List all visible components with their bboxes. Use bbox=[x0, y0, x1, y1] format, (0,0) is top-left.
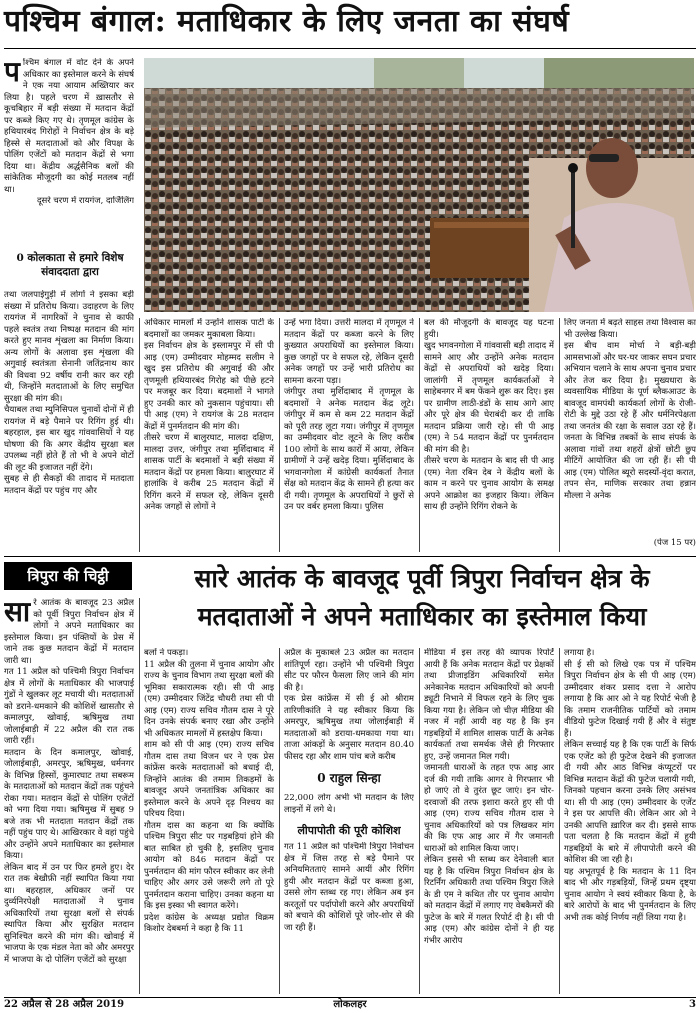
tripura-letter-label: त्रिपुरा की चिट्ठी bbox=[4, 562, 132, 590]
story2-subhead: लीपापोती की पूरी कोशिश bbox=[297, 824, 401, 837]
column-divider bbox=[139, 598, 140, 994]
story1-col2-block bbox=[144, 318, 274, 552]
story1-continued: (पेज 15 पर) bbox=[653, 538, 696, 548]
story2-col4-block bbox=[424, 648, 554, 994]
story1-col3-text: उन्हें भगा दिया। उत्तरी मालदा में तृणमूल ने मतदान केंद्रों पर कब्जा करने के लिए कुख्यात अपराधियों का इस्तेमाल किया। कुछ जगहों पर वे सफल रहे, लेकिन दूसरी अनेक जगहों पर उन्हें भारी प्रतिरोध का सामना करना पड़ा। जंगीपुर तथा मुर्शिदाबाद में तृणमूल के बदमाशों ने अनेक मतदान केंद्र लूटे। जंगीपुर में कम से कम 22 मतदान केंद्रों को पूरी तरह लूटा गया। जंगीपुर में तृणमूल का उम्मीदवार वोट लूटने के लिए करीब 100 लोगों के साथ कारों में आया, लेकिन ग्रामीणों ने उन्हें खदेड़ दिया। मुर्शिदाबाद के भगवानगोला में कांग्रेसी कार्यकर्ता तैनात सेंक्ष को मतदान केंद्र के सामने ही हत्या कर दी गयी। तृणमूल के अपराधियों ने छुरों से उन पर वर्बर हमला किया। पुलिस bbox=[284, 318, 414, 512]
story2-col3-text-a: अप्रैल के मुकाबले 23 अप्रैल का मतदान शांतिपूर्ण रहा। उन्होंने भी पश्चिमी त्रिपुरा सीट पर फौरन फैसला लिए जाने की मांग की है। एक प्रेस कांफ्रेंस में सी ई ओ श्रीराम तारिणीकांति ने यह स्वीकार किया कि अमरपुर, ऋषिमुख तथा जोलाईबाड़ी में मतदाताओं को डराया-धमकाया गया था। ताजा आंकड़ों के अनुसार मतदान 80.40 फीसद रहा और शाम पांच बजे करीब bbox=[284, 648, 414, 762]
column-divider bbox=[139, 318, 140, 552]
story1-col5-block bbox=[564, 318, 696, 552]
story2-col5-text: लगाया है। सी ई सी को लिखे एक पत्र में पश्चिम त्रिपुरा निर्वाचन क्षेत्र के सी पी आइ (एम) उम्मीदवार शंकर प्रसाद दत्ता ने आरोप लगाया है कि आर ओ ने यह रिपोर्ट भेजी है कि तमाम राजनीतिक पार्टियों को तमाम वीडियो फुटेज दिखाई गयी हैं और वे संतुष्ट हैं। लेकिन सच्चाई यह है कि एक पार्टी के सिर्फ एक एजेंट को ही फुटेज देखने की इजाजत दी गयी और आठ विभिन्न कंप्यूटरों पर विभिन्न मतदान केंद्रों की फुटेज चलायी गयी, जिनको पहचान करना उनके लिए असंभव था। सी पी आइ (एम) उम्मीदवार के एजेंट ने इस पर आपत्ति की। लेकिन आर ओ ने उनकी आपत्ति ख़ारिज कर दी। इससे साफ पता चलता है कि मतदान केंद्रों में हुयी गड़बड़ियों के बारे में लीपापोती करने की कोशिश की जा रही है। यह अभूतपूर्व है कि मतदान के 11 दिन बाद भी और गड़बड़ियों, जिन्हें प्रथम दृष्ट्या चुनाव आयोग ने स्वयं स्वीकार किया है, के बारे आरोपों के बाद भी पुनर्मतदान के लिए अभी तक कोई निर्णय नहीं लिया गया है। bbox=[564, 648, 696, 923]
story1-col2-text: अधिकार मामलों में उन्होंने शासक पार्टी के बदमाशों का जमकर मुकाबला किया। इस निर्वाचन क्षेत्र के इस्लामपुर में सी पी आइ (एम) उम्मीदवार मोहम्मद सलीम ने खुद इस प्रतिरोध की अगुवाई की और तृणमूली हथियारबंद गिरोह को पीछे हटने पर मजबूर कर दिया। बदमाशों ने भागते हुए उनकी कार को नुकसान पहुंचाया। सी पी आइ (एम) ने रायगंज के 28 मतदान केंद्रों में पुनर्मतदान की मांग की। तीसरे चरण में बालुरघाट, मालदा दक्षिण, मालदा उत्तर, जंगीपुर तथा मुर्शिदाबाद में शासक पार्टी के बदमाशों ने बड़ी संख्या में मतदान केंद्रों पर हमला किया। बालुरघाट में हालांकि वे करीब 25 मतदान केंद्रों में रिगिंग करने में सफल रहे, लेकिन दूसरी अनेक जगहों से लोगों ने bbox=[144, 318, 274, 512]
rally-photo bbox=[144, 58, 694, 312]
headline-rule bbox=[4, 48, 696, 49]
story1-subhead: 0 कोलकाता से हमारे विशेष संवाददाता द्वारा bbox=[16, 252, 124, 278]
story1-col5-text: लिए जनता में बढ़ते साहस तथा विश्वास का भी उल्लेख किया। इस बीच वाम मोर्चा ने बड़ी-बड़ी आमसभाओं और घर-घर जाकर सघन प्रचार अभियान चलाने के साथ अपना चुनाव प्रचार और तेज कर दिया है। मुख्यधारा के व्यवसायिक मीडिया के पूर्ण ब्लैकआउट के बावजूद वामपंथी कार्यकर्ता लोगों के रोजी-रोटी के मुद्दे उठा रहे हैं और धर्मनिरपेक्षता तथा जनतंत्र की रक्षा के सवाल उठा रहे हैं। जनता के विभिन्न तबकों के साथ संपर्क के अलावा गांवों तथा शहरों क्षेत्रों छोटी छुप मीटिंगें आयोजित की जा रही हैं। सी पी आइ (एम) पोलित ब्यूरो सदस्यों-वृंदा करात, तपन सेन, माणिक सरकार तथा हन्नान मौल्ला ने अनेक bbox=[564, 318, 696, 501]
story2-headline: सारे आतंक के बावजूद पूर्वी त्रिपुरा निर्वाचन क्षेत्र के मतदाताओं ने अपने मताधिकार का इस्तेमाल किया bbox=[194, 564, 650, 631]
story2-col2-block bbox=[144, 648, 274, 994]
story1-lead-block bbox=[4, 58, 134, 248]
column-divider bbox=[279, 318, 280, 552]
story2-col3-text-b: 22,000 लोग अभी भी मतदान के लिए लाइनों में लगे थे। bbox=[284, 793, 414, 815]
story2-col1-block bbox=[4, 598, 134, 994]
story1-byline-text: दूसरे चरण में रायगंज, दार्जिलिंग bbox=[36, 196, 134, 206]
top-headline: पश्चिम बंगाल: मताधिकार के लिए जनता का संघर्ष bbox=[4, 4, 570, 39]
story1-col3-block bbox=[284, 318, 414, 552]
story1-lead: पश्चिम बंगाल में वोट देने के अपने अधिकार का इस्तेमाल करने के संघर्ष ने एक नया आयाम अख्तियार कर लिया है। पहले चरण में ख़ासतौर से कूचबिहार में बड़ी संख्या में मतदान केंद्रों पर कब्जे किए गए थे। तृणमूल कांग्रेस के हथियारबंद गिरोहों ने निर्वाचन क्षेत्र के बड़े हिस्से से मतदाताओं को और विपक्ष के पोलिंग एजेंटों को मतदान केंद्रों से भगा दिया था। केंद्रीय अर्द्धसैनिक बलों की सांकेतिक मौजूदगी का कोई मतलब नहीं था। bbox=[4, 58, 134, 195]
story2-col3-text-c: गत 11 अप्रैल को पश्चिमी त्रिपुरा निर्वाचन क्षेत्र में जिस तरह से बड़े पैमाने पर अनियमितताएं सामने आयीं और रिगिंग हुयी और मतदान केंद्रों पर कब्जा हुआ, उससे लोग स्तब्ध रह गए। लेकिन अब इन करतूतों पर पर्दापोशी करने और अपराधियों को बचाने की कोशिशें पूरे जोर-शोर से की जा रही हैं। bbox=[284, 842, 414, 933]
section-rule bbox=[4, 556, 696, 557]
story2-byline: 0 राहुल सिन्हा bbox=[317, 771, 381, 785]
column-divider bbox=[559, 318, 560, 552]
story1-col1-rest-block bbox=[4, 290, 134, 552]
column-divider bbox=[279, 648, 280, 994]
rally-photo-image bbox=[144, 58, 694, 312]
story1-dropcap: प bbox=[4, 58, 20, 88]
column-divider bbox=[419, 648, 420, 994]
story2-col1-text: सारे आतंक के बावजूद 23 अप्रैल को पूर्वी त्रिपुरा निर्वाचन क्षेत्र में लोगों ने अपने मताधिकार का इस्तेमाल किया। इन पंक्तियों के प्रेस में जाने तक कुछ मतदान केंद्रों में मतदान जारी था। गत 11 अप्रैल को पश्चिमी त्रिपुरा निर्वाचन क्षेत्र में लोगों के मताधिकार की भाजपाई गुंडों ने खुलकर लूट मचायी थी। मतदाताओं को डराने-धमकाने की कोशिशें खासतौर से कमालपुर, खोवाई, ऋषिमुख तथा जोलाईबाड़ी में 22 अप्रैल की रात तक जारी रहीं। मतदान के दिन कमालपुर, खोवाई, जोलाईबाड़ी, अमरपुर, ऋषिमुख, धर्मनगर के विभिन्न हिस्सों, कुमारघाट तथा सबरूम के मतदाताओं को मतदान केंद्रों तक पहुंचने रोका गया। मतदान केंद्रों से पोलिंग एजेंटों को भगा दिया गया। ऋषिमुख में सुबह 9 बजे तक भी मतदाता मतदान केंद्रों तक नहीं पहुंच पाए थे। आखिरकार वे वहां पहुंचे और उन्होंने अपने मताधिकार का इस्तेमाल किया। लेकिन बाद में उन पर फिर हमले हुए। देर रात तक बेखौफ़ी नहीं स्थापित किया गया था। बहरहाल, अधिकार जनों पर दुर्व्यनिरपेक्षी मतदाताओं ने चुनाव अधिकारियों तथा सुरक्षा बलों से संपर्क स्थापित किया और सुरक्षित मतदान सुनिश्चित करने की मांग की। खोवाई में भाजपा के एक मंडल नेता को और अमरपुर में भाजपा के दो पोलिंग एजेंटों को सुरक्षा bbox=[4, 598, 134, 965]
column-divider bbox=[559, 648, 560, 994]
story2-col2-text: बलों ने पकड़ा। 11 अप्रैल की तुलना में चुनाव आयोग और राज्य के चुनाव विभाग तथा सुरक्षा बलों की भूमिका सकारात्मक रही। सी पी आइ (एम) उम्मीदवार जिंटेंद्र चौधरी तथा सी पी आइ (एम) राज्य सचिव गौतम दास ने पूरे दिन उनके संपर्क बनाए रखा और उन्होंने भी अधिकतर मामलों में हस्तक्षेप किया। शाम को सी पी आइ (एम) राज्य सचिव गौतम दास तथा विजन धर ने एक प्रेस कांफ्रेंस करके मतदाताओं को बधाई दी, जिन्होंने आतंक की तमाम तिकड़मों के बावजूद अपने जनतांत्रिक अधिकार का इस्तेमाल करने के अपने दृढ़ निश्चय का परिचय दिया। गौतम दास का कहना था कि क्योंकि पश्चिम त्रिपुरा सीट पर गड़बड़ियां होने की बात साबित हो चुकी है, इसलिए चुनाव आयोग को 846 मतदान केंद्रों पर पुनर्मतदान की मांग फौरन स्वीकार कर लेनी चाहिए और अगर उसे जरूरी लगे तो पूरे पुनर्मतदान कराना चाहिए। उनका कहना था कि इस इस्का भी स्वागत करेंगे। प्रदेश कांग्रेस के अध्यक्ष प्रद्योत विक्रम किशोर देबबर्मा ने कहा है कि 11 bbox=[144, 648, 274, 934]
column-divider bbox=[419, 318, 420, 552]
story2-col5-block bbox=[564, 648, 696, 994]
story1-col4-block bbox=[424, 318, 554, 552]
story2-col4-text: मीडिया में इस तरह की व्यापक रिपोर्टें आयी हैं कि अनेक मतदान केंद्रों पर प्रेक्षकों तथा प्रीजाइडिंग अधिकारियों समेत अनेकानेक मतदान अधिकारियों को अपनी ड्यूटी निभाने में विफल रहने के लिए चुक किया गया है। लेकिन जो चीज़ मीडिया की नजर में नहीं आयी वह यह है कि इन गड़बड़ियों में शामिल शासक पार्टी के अनेक कार्यकर्ता तथा समर्थक जैसे ही गिरफ्तार हुए, उन्हें जमानत मिल गयी। जमानती धाराओं के तहत एफ आइ आर दर्ज की गयी ताकि आगर वे गिरफ्तार भी हो जाएं तो वे तुरंत छूट जाएं। इन चोर-दरवाजों की तरफ इशारा करते हुए सी पी आइ (एम) राज्य सचिव गौतम दास ने चुनाव अधिकारियों को पत्र लिखकर मांग की कि एफ आइ आर में गैर जमानती धाराओं को शामिल किया जाए। लेकिन इससे भी स्तब्ध कर देनेवाली बात यह है कि पश्चिम त्रिपुरा निर्वाचन क्षेत्र के रिटर्निंग अधिकारी तथा पश्चिम त्रिपुरा जिले के डी एम ने कथित तौर पर चुनाव आयोग को मतदान केंद्रों में लगाए गए वेबकैमरों की फुटेज के बारे में गलत रिपोर्ट दी है। सी पी आइ (एम) और कांग्रेस दोनों ने ही यह गंभीर आरोप bbox=[424, 648, 554, 946]
story1-col1-text: तथा जलपाईगुड़ी में लोगों ने इसका बड़ी संख्या में प्रतिरोध किया। उदाहरण के लिए रायगंज में नागरिकों ने चुनाव से काफी पहले स्वतंत्र तथा निष्पक्ष मतदान की मांग करते हुए मानव शृंखला का निर्माण किया। अन्य लोगों के अलावा इस शृंखला की अगुवाई स्वतंत्रता सेनानी जतिंद्रनाथ कार की विधवा 92 वर्षीय रानी कार कर रही थी, जिन्होंने मतदाताओं के लिए समुचित सुरक्षा की मांग की। चैयाबल तथा म्युनिसिपल चुनावों दोनों में ही रायगंज में बड़े पैमाने पर रिगिंग हुई थी। बहरहाल, इस बार खुद गांववासियों ने यह घोषणा की कि अगर केंद्रीय सुरक्षा बल उपलब्ध नहीं होते हैं तो भी वे अपने वोटों की लूट की इजाजत नहीं देंगे। सुबह से ही सैकड़ों की तादाद में मतदाता मतदान केंद्रों पर पहुंच गए और bbox=[4, 290, 134, 496]
footer-date: 22 अप्रैल से 28 अप्रैल 2019 bbox=[4, 999, 125, 1010]
story1-col4-text: बल की मौजूदगी के बावजूद यह घटना हुयी। खुद भगवनगोला में गांववासी बड़ी तादाद में सामने आए और उन्होंने अनेक मतदान केंद्रों से अपराधियों को खदेड़ दिया। जालांगी में तृणमूल कार्यकर्ताओं ने साहेबनगर में बम फेंकने शुरू कर दिए। इस पर ग्रामीण लाठी-डंडों के साथ आगे आए और पूरे क्षेत्र की घेराबंदी कर दी ताकि मतदान प्रक्रिया जारी रहे। सी पी आइ (एम) ने 54 मतदान केंद्रों पर पुनर्मतदान की मांग की है। तीसरे चरण के मतदान के बाद सी पी आइ (एम) नेता रबिन देब ने केंद्रीय बलों के काम न करने पर चुनाव आयोग के समक्ष अपने आक्रोश का इजहार किया। लेकिन साथ ही उन्होंने रिगिंग रोकने के bbox=[424, 318, 554, 512]
footer-page-number: 3 bbox=[689, 999, 696, 1010]
story2-dropcap: सा bbox=[4, 598, 31, 628]
story2-col3-block bbox=[284, 648, 414, 994]
footer-paper-name: लोकलहर bbox=[333, 999, 367, 1010]
